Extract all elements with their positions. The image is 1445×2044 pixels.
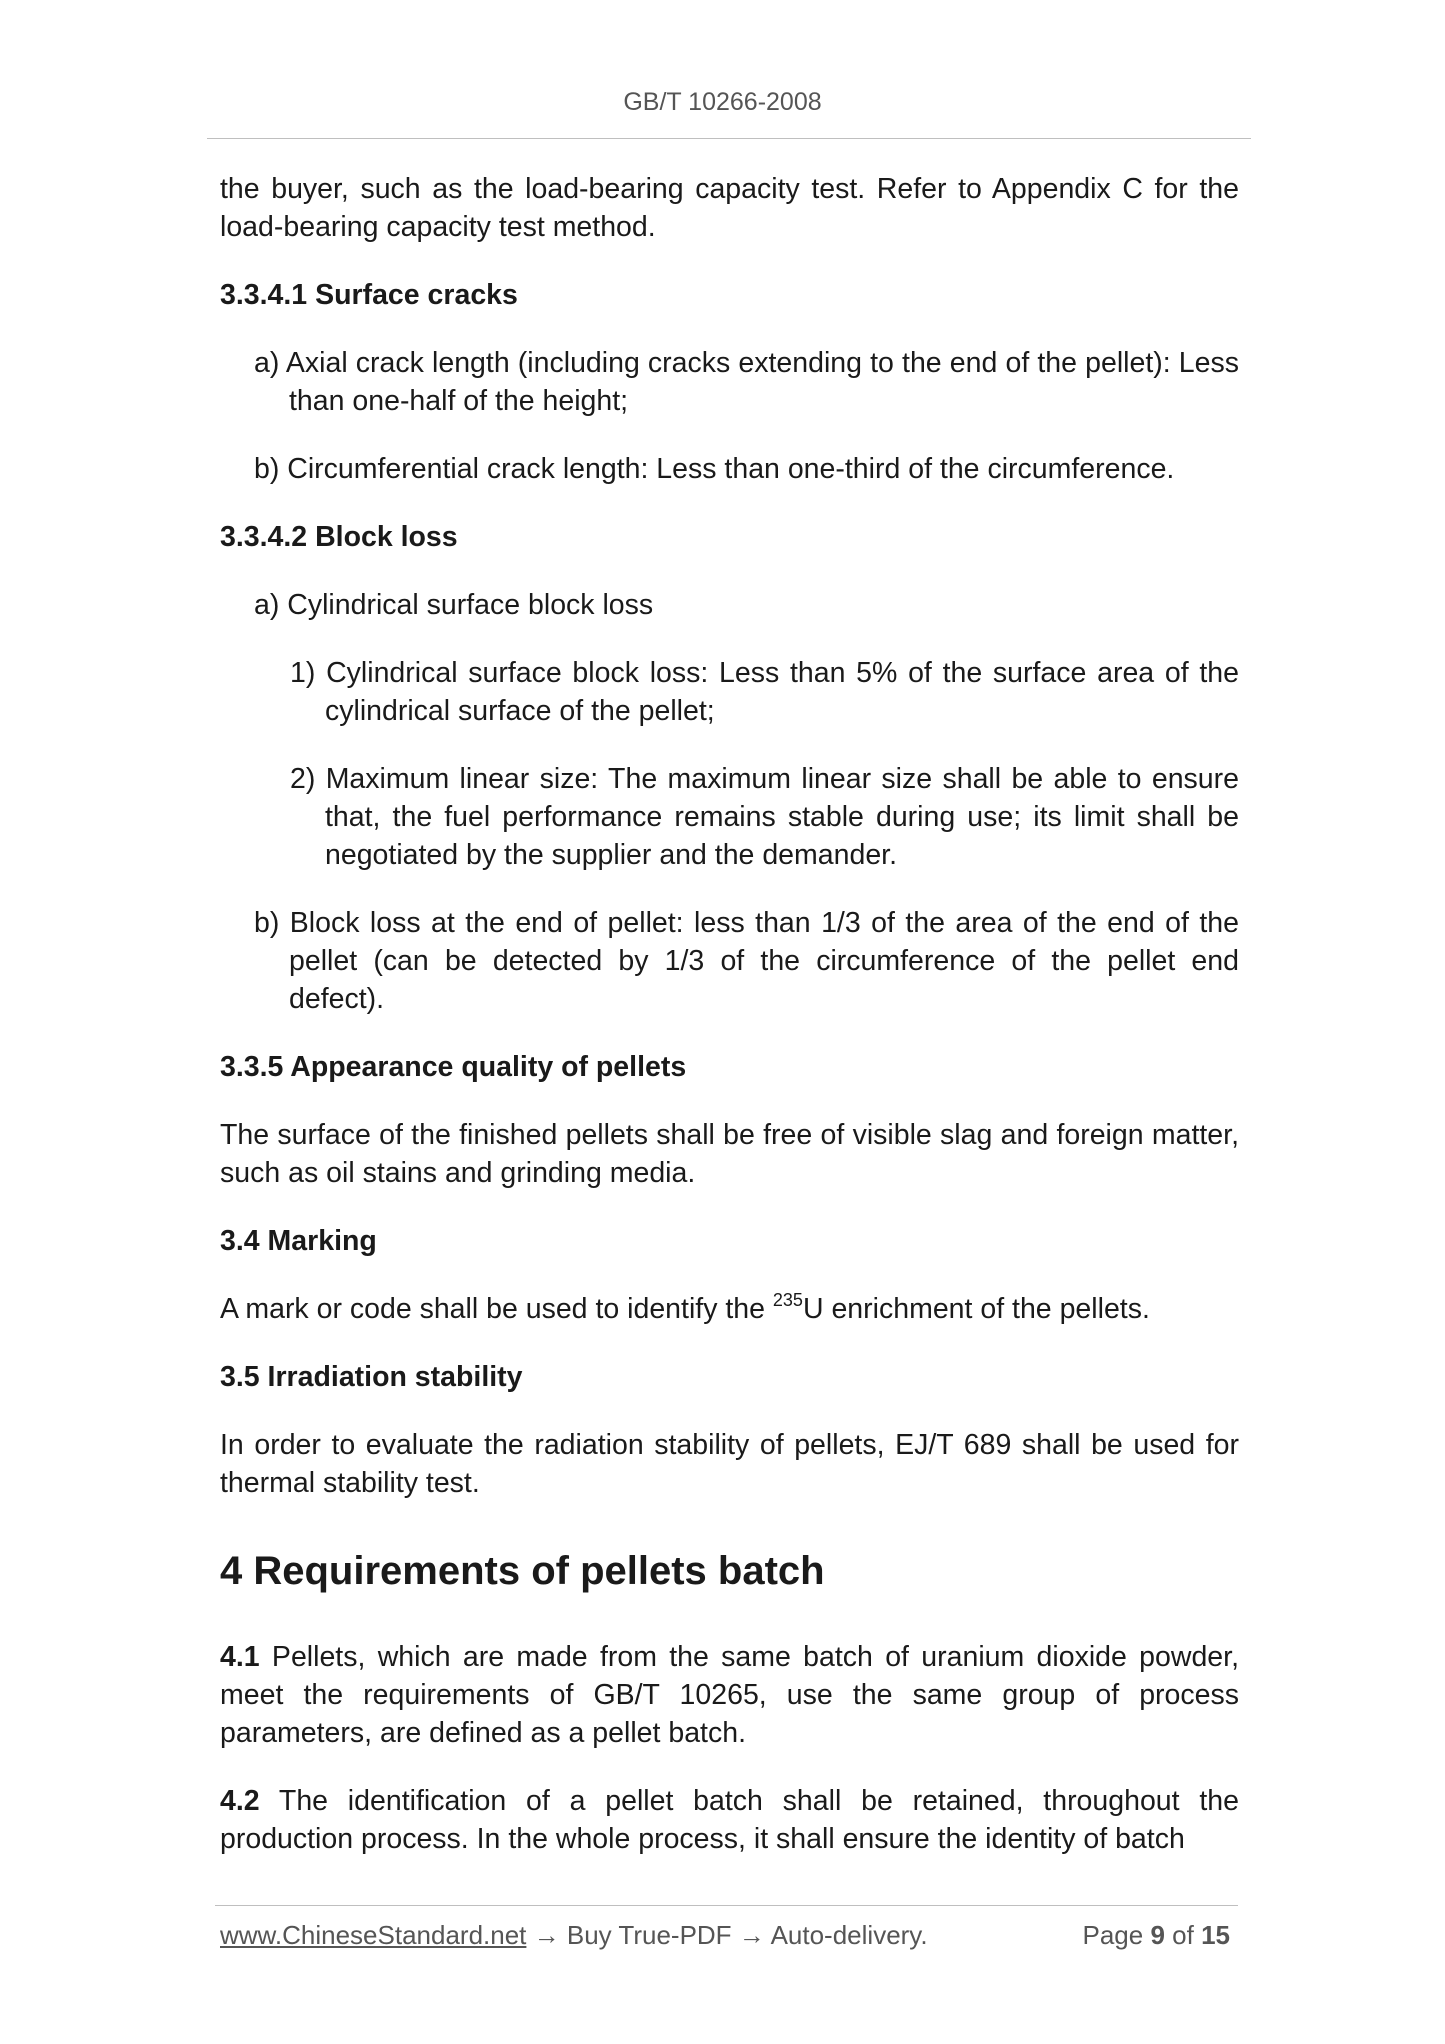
website-link[interactable]: www.ChineseStandard.net (220, 1920, 527, 1950)
list-block-loss (220, 586, 1239, 624)
section-heading-3-3-4-2: 3.3.4.2 Block loss (220, 521, 458, 553)
clause-4-2 (220, 1782, 1239, 1858)
of-label: of (1172, 1920, 1194, 1950)
paragraph: The surface of the finished pellets shall be free of visible slag and foreign matter, such as oil stains and grinding media. (220, 1119, 1239, 1189)
page-label: Page (1082, 1920, 1144, 1950)
section-heading-3-4: 3.4 Marking (220, 1225, 377, 1257)
list-item: 1) Cylindrical surface block loss: Less than 5% of the surface area of the cylindrical surface of the pellet; (290, 657, 1239, 727)
list-item: a) Cylindrical surface block loss (254, 589, 654, 621)
list-item: b) Circumferential crack length: Less than one-third of the circumference. (254, 453, 1175, 485)
clause-number: 4.2 (220, 1785, 260, 1817)
paragraph: In order to evaluate the radiation stability of pellets, EJ/T 689 shall be used for thermal stability test. (220, 1429, 1239, 1499)
page-header: GB/T 10266-2008 (623, 88, 822, 116)
section-heading-3-3-4-1: 3.3.4.1 Surface cracks (220, 279, 518, 311)
footer-tagline: → Buy True-PDF → Auto-delivery. (526, 1920, 928, 1950)
sublist-block-loss (220, 654, 1239, 874)
page-content (220, 170, 1239, 1888)
footer-divider (215, 1905, 1238, 1906)
clause-4-1 (220, 1638, 1239, 1752)
page-number: 9 (1150, 1920, 1165, 1950)
page-total: 15 (1201, 1920, 1230, 1950)
list-surface-cracks (220, 344, 1239, 488)
chapter-heading-4: 4 Requirements of pellets batch (220, 1549, 825, 1593)
list-item: 2) Maximum linear size: The maximum linear size shall be able to ensure that, the fuel performance remains stable during use; its limit shall be negotiated by the supplier and the demander. (290, 763, 1239, 871)
clause-number: 4.1 (220, 1641, 260, 1673)
section-heading-3-3-5: 3.3.5 Appearance quality of pellets (220, 1051, 687, 1083)
header-divider (207, 138, 1251, 139)
text: U enrichment of the pellets. (802, 1293, 1150, 1325)
text: A mark or code shall be used to identify the (220, 1293, 773, 1325)
page-indicator (1082, 1920, 1230, 1951)
list-item: a) Axial crack length (including cracks extending to the end of the pellet): Less than one-half of the height; (254, 347, 1239, 417)
page-footer (220, 1920, 1230, 1951)
section-heading-3-5: 3.5 Irradiation stability (220, 1361, 523, 1393)
marking-paragraph (220, 1290, 1239, 1328)
continuation-paragraph: the buyer, such as the load-bearing capacity test. Refer to Appendix C for the load-bearing capacity test method. (220, 173, 1239, 243)
clause-text: Pellets, which are made from the same batch of uranium dioxide powder, meet the requirements of GB/T 10265, use the same group of process parameters, are defined as a pellet batch. (220, 1641, 1239, 1749)
superscript: 235 (772, 1290, 803, 1310)
clause-text: The identification of a pellet batch shall be retained, throughout the production process. In the whole process, it shall ensure the identity of batch (220, 1785, 1239, 1855)
list-item: b) Block loss at the end of pellet: less than 1/3 of the area of the end of the pellet (can be detected by 1/3 of the circumference of the pellet end defect). (254, 907, 1239, 1015)
list-block-loss-end (220, 904, 1239, 1018)
